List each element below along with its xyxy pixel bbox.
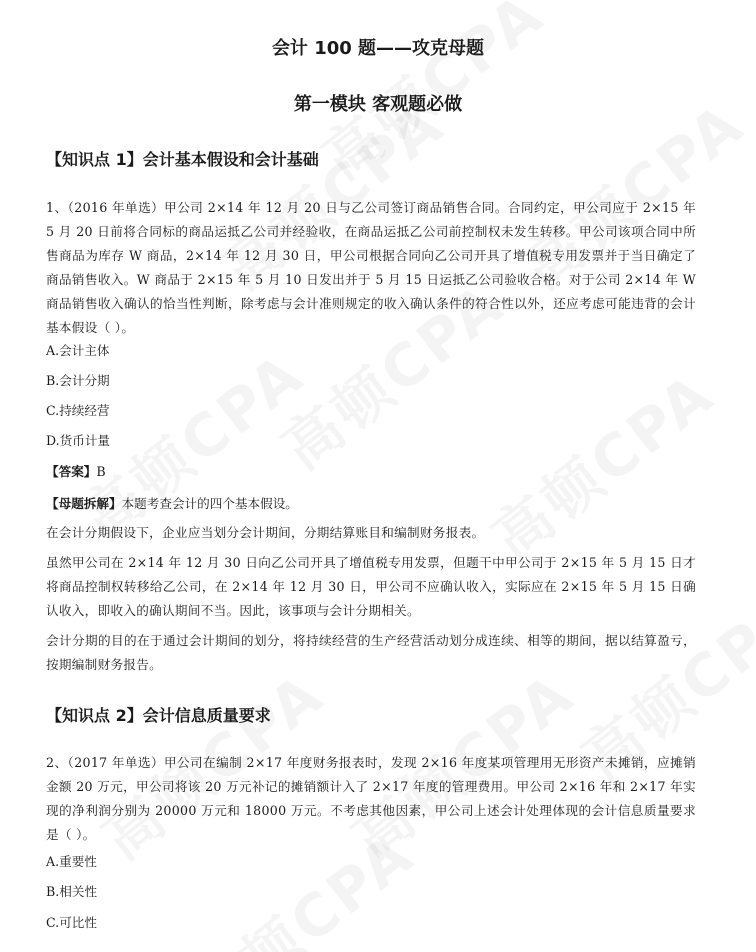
section-heading: 【知识点 2】会计信息质量要求 [46,706,271,725]
analysis-paragraph: 虽然甲公司在 2×14 年 12 月 30 日向乙公司开具了增值税专用发票，但题干中甲公司于 2×15 年 5 月 15 日才将商品控制权转移给乙公司，在 2×14 年 12 月 30 日，甲公司不应确认收入，实际应在 2×15 年 5 月 15 日确认收入，即收入的确认期间不当。因此，该事项与会计分期相关。 [46,555,696,618]
option-a: A.重要性 [46,854,97,869]
option-b: B.会计分期 [46,373,110,388]
section-heading: 【知识点 1】会计基本假设和会计基础 [46,150,319,169]
analysis-paragraph: 会计分期的目的在于通过会计期间的划分，将持续经营的生产经营活动划分成连续、相等的期间，据以结算盈亏，按期编制财务报告。 [46,633,696,672]
analysis-text: 本题考查会计的四个基本假设。 [121,496,298,511]
document-title: 会计 100 题——攻克母题 [271,38,485,59]
analysis-paragraph: 在会计分期假设下，企业应当划分会计期间，分期结算账目和编制财务报表。 [46,525,485,540]
answer-value: B [96,464,106,479]
module-title: 第一模块 客观题必做 [293,94,463,115]
question-text: 1、（2016 年单选）甲公司 2×14 年 12 月 20 日与乙公司签订商品销售合同。合同约定，甲公司应于 2×15 年 5 月 20 日前将合同标的商品运抵乙公司并经验收，在商品运抵乙公司前控制权未发生转移。甲公司该项合同中所售商品为库存 W 商品，2×14 年 12 月 30 日，甲公司根据合同向乙公司开具了增值税专用发票并于当日确定了商品销售收入。W 商品于 2×15 年 5 月 10 日发出并于 5 月 15 日运抵乙公司验收合格。对于公司 2×14 年 W 商品销售收入确认的恰当性判断，除考虑与会计准则规定的收入确认条件的符合性以外，还应考虑可能违背的会计基本假设（ ）。 [46,200,696,335]
option-c: C.可比性 [46,915,97,930]
option-d: D.货币计量 [46,433,111,448]
analysis-label: 【母题拆解】 [46,496,122,511]
option-a: A.会计主体 [46,343,110,358]
option-b: B.相关性 [46,884,98,899]
answer-line [46,462,106,482]
analysis-line [46,494,298,514]
answer-label: 【答案】 [46,464,97,479]
question-text: 2、（2017 年单选）甲公司在编制 2×17 年度财务报表时，发现 2×16 年度某项管理用无形资产未摊销，应摊销金额 20 万元，甲公司将该 20 万元补记的摊销额计入了 2×17 年度的管理费用。甲公司 2×16 年和 2×17 年实现的净利润分别为 20000 万元和 18000 万元。不考虑其他因素，甲公司上述会计处理体现的会计信息质量要求是（ ）。 [46,755,696,842]
option-c: C.持续经营 [46,403,110,418]
